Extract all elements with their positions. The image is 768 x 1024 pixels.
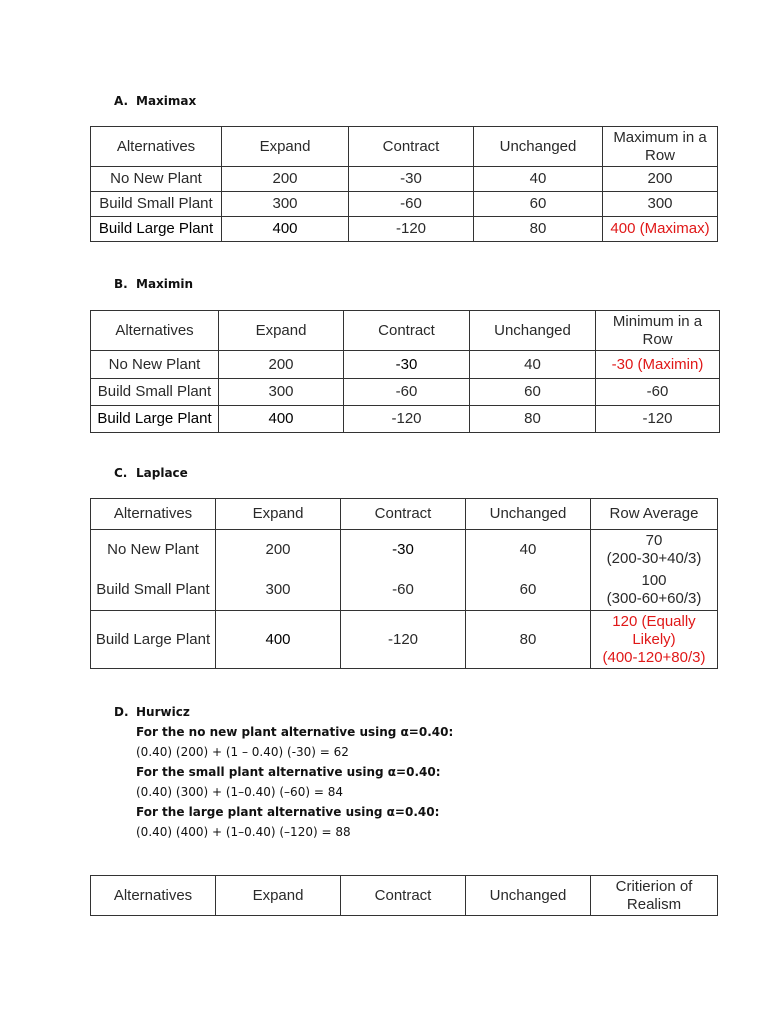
- table-cell: 400: [216, 611, 341, 669]
- section-letter: C.: [114, 466, 128, 480]
- section-b-title: [114, 277, 193, 291]
- table-cell: Build Small Plant: [91, 570, 216, 611]
- table-cell: -30: [349, 167, 474, 192]
- table-row: [91, 167, 718, 192]
- table-cell: -120: [596, 406, 720, 433]
- header-cell: Unchanged: [470, 311, 596, 351]
- header-cell: Unchanged: [466, 499, 591, 530]
- table-cell: Build Large Plant: [91, 217, 222, 242]
- hurwicz-section: [114, 702, 453, 842]
- hurwicz-label: For the large plant alternative using α=0.40:: [136, 805, 440, 819]
- section-name: Maximax: [136, 94, 197, 108]
- header-cell: Unchanged: [466, 876, 591, 916]
- table-cell: -30: [341, 530, 466, 570]
- table-cell: 40: [474, 167, 603, 192]
- header-cell: Contract: [344, 311, 470, 351]
- maximax-table: [90, 126, 718, 242]
- table-cell: -60: [344, 379, 470, 406]
- header-cell: Maximum in a Row: [603, 127, 718, 167]
- table-cell: 80: [474, 217, 603, 242]
- table-cell: Build Large Plant: [91, 611, 216, 669]
- table-cell: [591, 570, 718, 611]
- average-formula: (200-30+40/3): [606, 549, 702, 567]
- table-header-row: [91, 876, 718, 916]
- header-cell: Alternatives: [91, 499, 216, 530]
- header-cell: Unchanged: [474, 127, 603, 167]
- hurwicz-formula: (0.40) (300) + (1–0.40) (–60) = 84: [136, 785, 343, 799]
- table-row: [91, 570, 718, 611]
- highlight-cell: [591, 611, 718, 669]
- table-cell: 300: [222, 192, 349, 217]
- header-cell: Alternatives: [91, 311, 219, 351]
- table-cell: 400: [222, 217, 349, 242]
- section-a-title: [114, 94, 196, 108]
- header-cell: Contract: [341, 876, 466, 916]
- highlight-cell: -30 (Maximin): [596, 351, 720, 379]
- section-name: Hurwicz: [136, 705, 190, 719]
- header-cell: Alternatives: [91, 127, 222, 167]
- section-name: Maximin: [136, 277, 194, 291]
- table-cell: Build Small Plant: [91, 192, 222, 217]
- header-cell: Expand: [222, 127, 349, 167]
- table-cell: -60: [349, 192, 474, 217]
- table-cell: 60: [470, 379, 596, 406]
- table-cell: 80: [470, 406, 596, 433]
- table-row: [91, 379, 720, 406]
- hurwicz-lines: [114, 722, 453, 842]
- table-row: [91, 406, 720, 433]
- table-header-row: [91, 311, 720, 351]
- table-cell: -120: [341, 611, 466, 669]
- table-cell: 60: [474, 192, 603, 217]
- header-cell: Contract: [341, 499, 466, 530]
- header-cell: Expand: [216, 876, 341, 916]
- table-cell: -30: [344, 351, 470, 379]
- realism-table: [90, 875, 718, 916]
- table-cell: 40: [466, 530, 591, 570]
- table-cell: No New Plant: [91, 530, 216, 570]
- section-letter: B.: [114, 277, 128, 291]
- table-cell: -60: [596, 379, 720, 406]
- table-row: [91, 192, 718, 217]
- table-cell: 200: [219, 351, 344, 379]
- hurwicz-label: For the no new plant alternative using α=0.40:: [136, 725, 454, 739]
- average-note: Likely): [632, 630, 676, 648]
- section-letter: A.: [114, 94, 129, 108]
- header-line: Realism: [626, 895, 682, 913]
- section-d-title: [114, 702, 453, 722]
- table-cell: 400: [219, 406, 344, 433]
- maximin-table: [90, 310, 720, 433]
- section-c-title: [114, 466, 188, 480]
- table-cell: 200: [216, 530, 341, 570]
- header-cell: Expand: [216, 499, 341, 530]
- table-cell: 40: [470, 351, 596, 379]
- table-cell: 80: [466, 611, 591, 669]
- table-cell: -120: [349, 217, 474, 242]
- table-row: [91, 217, 718, 242]
- average-value: 120 (Equally: [612, 612, 696, 630]
- table-cell: No New Plant: [91, 351, 219, 379]
- section-name: Laplace: [136, 466, 188, 480]
- laplace-table: [90, 498, 718, 669]
- average-value: 70: [645, 531, 663, 549]
- header-cell: [591, 876, 718, 916]
- hurwicz-label: For the small plant alternative using α=0.40:: [136, 765, 441, 779]
- highlight-cell: 400 (Maximax): [603, 217, 718, 242]
- hurwicz-formula: (0.40) (400) + (1–0.40) (–120) = 88: [136, 825, 351, 839]
- table-cell: [591, 530, 718, 570]
- header-cell: Row Average: [591, 499, 718, 530]
- table-cell: No New Plant: [91, 167, 222, 192]
- header-line: Critierion of: [615, 877, 693, 895]
- header-cell: Alternatives: [91, 876, 216, 916]
- table-row: [91, 530, 718, 570]
- hurwicz-formula: (0.40) (200) + (1 – 0.40) (-30) = 62: [136, 745, 349, 759]
- table-cell: 300: [603, 192, 718, 217]
- table-header-row: [91, 499, 718, 530]
- table-row: [91, 351, 720, 379]
- average-formula: (300-60+60/3): [606, 589, 702, 607]
- section-letter: D.: [114, 705, 129, 719]
- table-cell: 200: [222, 167, 349, 192]
- table-cell: Build Small Plant: [91, 379, 219, 406]
- average-value: 100: [641, 571, 667, 589]
- table-cell: 60: [466, 570, 591, 611]
- table-cell: 300: [219, 379, 344, 406]
- table-cell: 200: [603, 167, 718, 192]
- average-formula: (400-120+80/3): [602, 648, 706, 666]
- table-header-row: [91, 127, 718, 167]
- table-cell: 300: [216, 570, 341, 611]
- table-row: [91, 611, 718, 669]
- table-cell: -60: [341, 570, 466, 611]
- table-cell: Build Large Plant: [91, 406, 219, 433]
- header-cell: Contract: [349, 127, 474, 167]
- header-cell: Expand: [219, 311, 344, 351]
- header-cell: Minimum in a Row: [596, 311, 720, 351]
- table-cell: -120: [344, 406, 470, 433]
